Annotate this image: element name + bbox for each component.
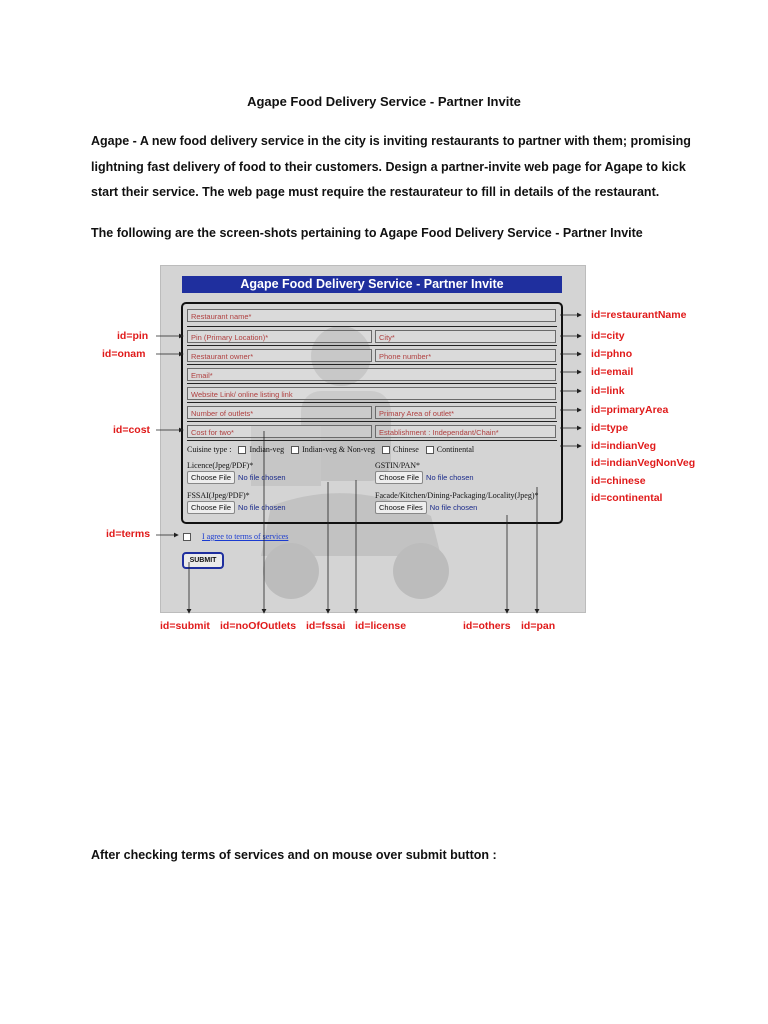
choose-file-button[interactable]: Choose File — [375, 471, 423, 484]
after-checking-paragraph: After checking terms of services and on mouse over submit button : — [91, 848, 497, 862]
divider — [187, 421, 557, 422]
document-title: Agape Food Delivery Service - Partner Invite — [247, 94, 521, 109]
divider — [187, 326, 557, 327]
annotation-city: id=city — [591, 330, 625, 342]
divider — [187, 345, 557, 346]
primary-area-input[interactable]: Primary Area of outlet* — [375, 406, 556, 419]
gstin-file-input[interactable] — [375, 471, 474, 484]
annotation-terms: id=terms — [106, 528, 151, 540]
divider — [187, 364, 557, 365]
facade-file-input[interactable] — [375, 501, 477, 514]
annotation-type: id=type — [591, 422, 629, 434]
cuisine-label: Cuisine type : — [187, 445, 232, 454]
annotation-restaurant-name: id=restaurantName — [591, 309, 687, 321]
screenshots-paragraph: The following are the screen-shots pertaining to Agape Food Delivery Service - Partner Invite — [91, 226, 643, 240]
outlets-input[interactable]: Number of outlets* — [187, 406, 372, 419]
intro-paragraph: Agape - A new food delivery service in the city is inviting restaurants to partner with them; promising lightning fast delivery of food to their customers. Design a partner-invite web page for Agape to kick start their service. The web page must require the restaurateur to fill in details of the restaurant. — [91, 134, 691, 199]
form-container — [181, 302, 563, 524]
choose-file-button[interactable]: Choose File — [187, 471, 235, 484]
terms-link[interactable]: I agree to terms of services — [202, 532, 289, 541]
phone-input[interactable]: Phone number* — [375, 349, 556, 362]
annotation-email: id=email — [591, 366, 634, 378]
licence-file-input[interactable] — [187, 471, 286, 484]
annotation-primary-area: id=primaryArea — [591, 404, 669, 416]
divider — [187, 383, 557, 384]
city-input[interactable]: City* — [375, 330, 556, 343]
form-banner: Agape Food Delivery Service - Partner Invite — [182, 276, 562, 293]
continental-checkbox[interactable] — [426, 446, 434, 454]
facade-label: Facade/Kitchen/Dining-Packaging/Locality(Jpeg)* — [375, 491, 539, 500]
annotation-onam: id=onam — [102, 348, 146, 360]
cuisine-row — [187, 445, 474, 454]
annotation-phno: id=phno — [591, 348, 633, 360]
annotation-no-of-outlets: id=noOfOutlets — [220, 620, 297, 632]
annotation-pin: id=pin — [117, 330, 149, 342]
indian-veg-checkbox[interactable] — [238, 446, 246, 454]
annotation-pan: id=pan — [521, 620, 556, 632]
divider — [187, 440, 557, 441]
form-screenshot — [160, 265, 586, 613]
terms-row — [183, 532, 288, 541]
divider — [187, 402, 557, 403]
annotation-link: id=link — [591, 385, 625, 397]
chinese-label: Chinese — [392, 445, 419, 454]
gstin-label: GSTIN/PAN* — [375, 461, 421, 470]
indian-veg-nonveg-checkbox[interactable] — [291, 446, 299, 454]
annotation-indian-veg: id=indianVeg — [591, 440, 657, 452]
annotation-license: id=license — [355, 620, 407, 632]
annotation-others: id=others — [463, 620, 511, 632]
no-file-text: No file chosen — [238, 503, 286, 512]
annotation-submit: id=submit — [160, 620, 210, 632]
email-input[interactable]: Email* — [187, 368, 556, 381]
no-file-text: No file chosen — [429, 503, 478, 512]
indian-veg-label: Indian-veg — [249, 445, 285, 454]
cost-input[interactable]: Cost for two* — [187, 425, 372, 438]
choose-file-button[interactable]: Choose File — [187, 501, 235, 514]
continental-label: Continental — [436, 445, 475, 454]
annotation-fssai: id=fssai — [306, 620, 346, 632]
annotation-indian-veg-nonveg: id=indianVegNonVeg — [591, 457, 696, 469]
owner-input[interactable]: Restaurant owner* — [187, 349, 372, 362]
no-file-text: No file chosen — [426, 473, 474, 482]
fssai-label: FSSAI(Jpeg/PDF)* — [187, 491, 250, 500]
establishment-select[interactable]: Establishment : Independant/Chain* — [375, 425, 556, 438]
indian-veg-nonveg-label: Indian-veg & Non-veg — [302, 445, 375, 454]
fssai-file-input[interactable] — [187, 501, 286, 514]
pin-input[interactable]: Pin (Primary Location)* — [187, 330, 372, 343]
restaurant-name-input[interactable]: Restaurant name* — [187, 309, 556, 322]
licence-label: Licence(Jpeg/PDF)* — [187, 461, 254, 470]
no-file-text: No file chosen — [238, 473, 286, 482]
annotation-continental: id=continental — [591, 492, 663, 504]
terms-checkbox[interactable] — [183, 533, 191, 541]
chinese-checkbox[interactable] — [382, 446, 390, 454]
choose-files-button[interactable]: Choose Files — [375, 501, 427, 514]
annotation-chinese: id=chinese — [591, 475, 646, 487]
submit-button[interactable]: SUBMIT — [182, 552, 224, 569]
link-input[interactable]: Website Link/ online listing link — [187, 387, 556, 400]
annotation-cost: id=cost — [113, 424, 151, 436]
